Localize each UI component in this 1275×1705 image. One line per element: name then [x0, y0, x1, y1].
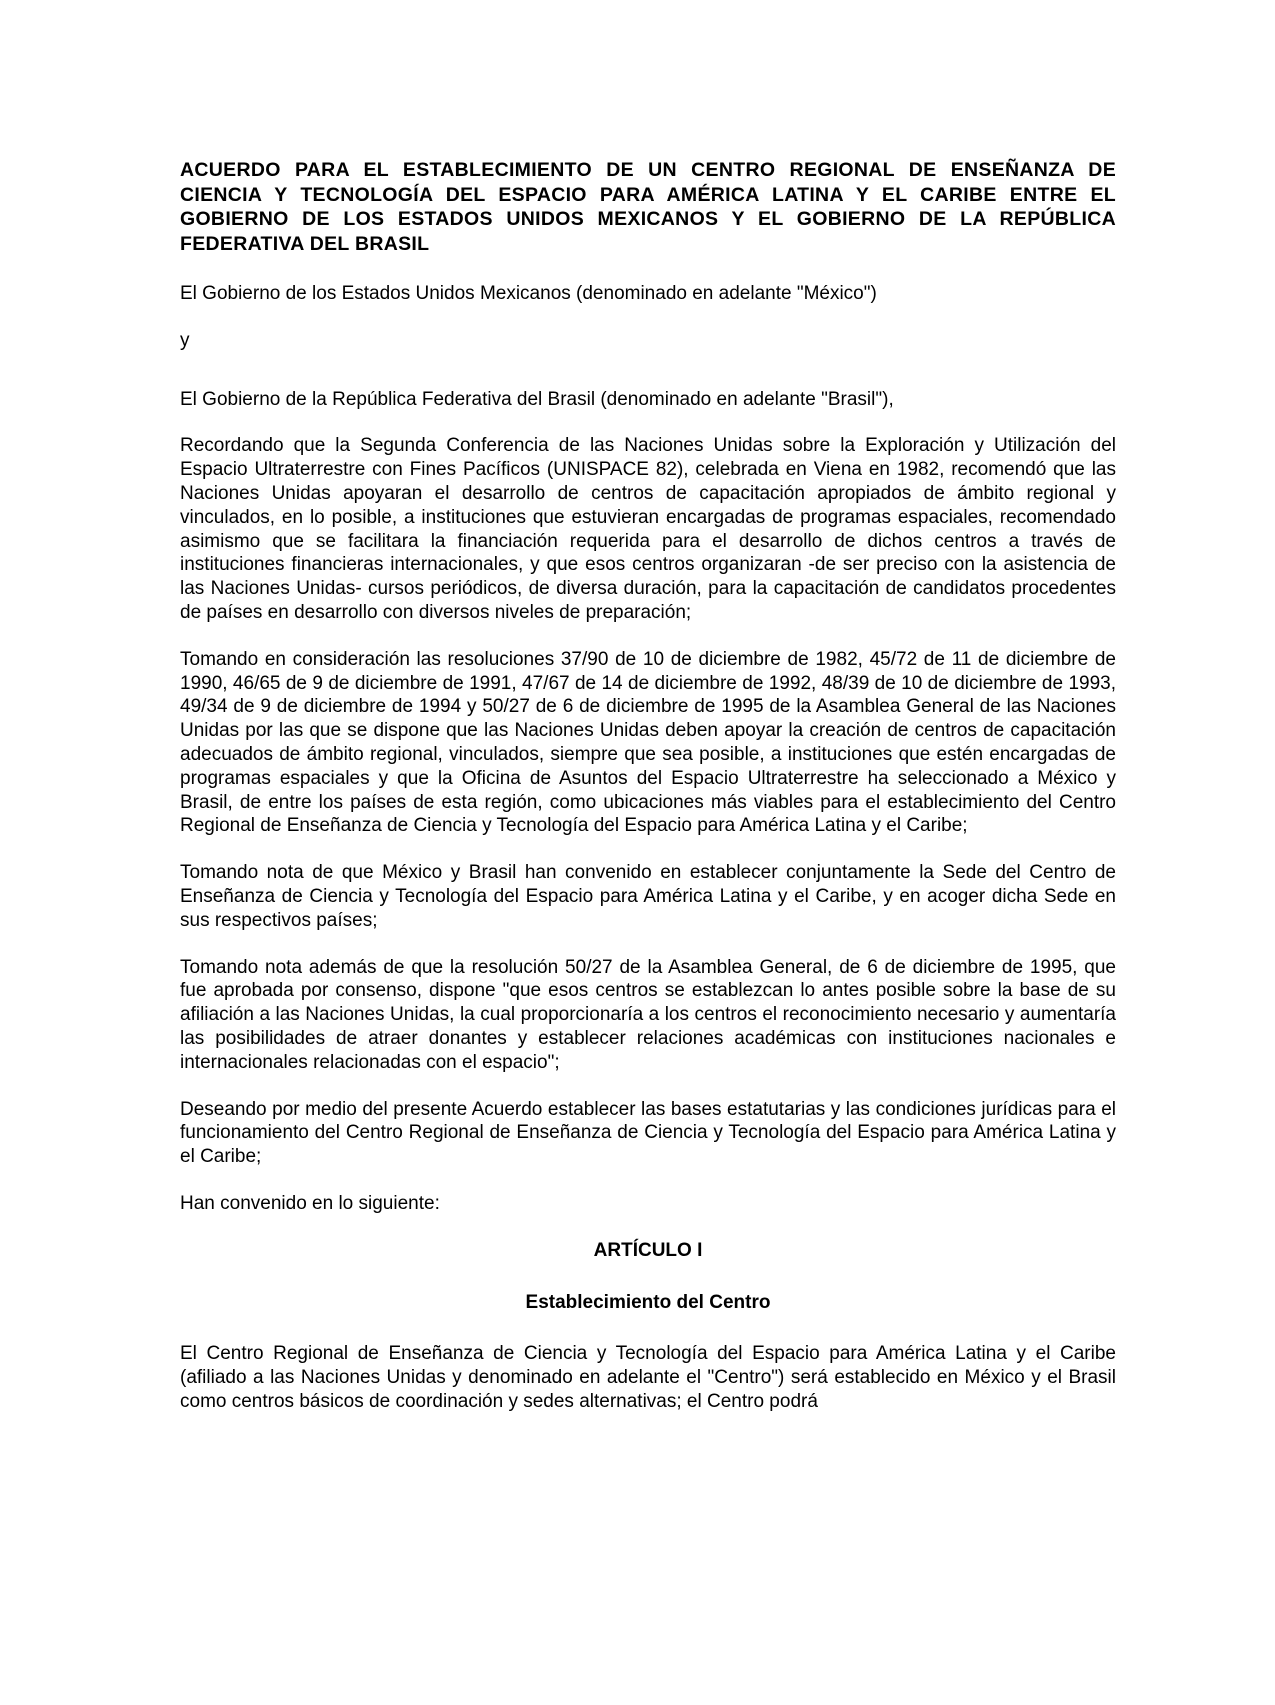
article-subheading: Establecimiento del Centro — [525, 1291, 771, 1313]
recital-paragraph-2: Tomando en consideración las resoluciones 37/90 de 10 de diciembre de 1982, 45/72 de 11 de diciembre de 1990, 46/65 de 9 de diciembre de 1991, 47/67 de 14 de diciembre de 1992, 48/39 de 10 de diciembre de 1993, 49/34 de 9 de diciembre de 1994 y 50/27 de 6 de diciembre de 1995 de la Asamblea General de las Naciones Unidas por las que se dispone que las Naciones Unidas deben apoyar la creación de centros de capacitación adecuados de ámbito regional, vinculados, siempre que sea posible, a instituciones que estén encargadas de programas espaciales y que la Oficina de Asuntos del Espacio Ultraterrestre ha seleccionado a México y Brasil, de entre los países de esta región, como ubicaciones más viables para el establecimiento del Centro Regional de Enseñanza de Ciencia y Tecnología del Espacio para América Latina y el Caribe; — [180, 648, 1116, 837]
document-title: ACUERDO PARA EL ESTABLECIMIENTO DE UN CENTRO REGIONAL DE ENSEÑANZA DE CIENCIA Y TECNOLOGÍA DEL ESPACIO PARA AMÉRICA LATINA Y EL CARIBE ENTRE EL GOBIERNO DE LOS ESTADOS UNIDOS MEXICANOS Y EL GOBIERNO DE LA REPÚBLICA FEDERATIVA DEL BRASIL — [180, 159, 1116, 255]
party-mexico: El Gobierno de los Estados Unidos Mexicanos (denominado en adelante "México") — [180, 283, 877, 304]
conjunction: y — [180, 329, 190, 351]
recital-paragraph-4: Tomando nota además de que la resolución 50/27 de la Asamblea General, de 6 de diciembre de 1995, que fue aprobada por consenso, dispone "que esos centros se establezcan lo antes posible sobre la base de su afiliación a las Naciones Unidas, la cual proporcionaría a los centros el reconocimiento necesario y aumentaría las posibilidades de atraer donantes y establecer relaciones académicas con instituciones nacionales e internacionales relacionadas con el espacio"; — [180, 956, 1116, 1073]
recital-paragraph-1: Recordando que la Segunda Conferencia de las Naciones Unidas sobre la Exploración y Utilización del Espacio Ultraterrestre con Fines Pacíficos (UNISPACE 82), celebrada en Viena en 1982, recomendó que las Naciones Unidas apoyaran el desarrollo de centros de capacitación apropiados de ámbito regional y vinculados, en lo posible, a instituciones que estuvieran encargadas de programas espaciales, recomendado asimismo que se facilitara la financiación requerida para el desarrollo de dichos centros a través de instituciones financieras internacionales, y que esos centros organizaran -de ser preciso con la asistencia de las Naciones Unidas- cursos periódicos, de diversa duración, para la capacitación de candidatos procedentes de países en desarrollo con diversos niveles de preparación; — [180, 435, 1116, 623]
agreement-intro: Han convenido en lo siguiente: — [180, 1192, 440, 1214]
document-body — [180, 158, 1116, 1437]
party-brazil: El Gobierno de la República Federativa del Brasil (denominado en adelante "Brasil"), — [180, 388, 894, 410]
recital-paragraph-5: Deseando por medio del presente Acuerdo establecer las bases estatutarias y las condiciones jurídicas para el funcionamiento del Centro Regional de Enseñanza de Ciencia y Tecnología del Espacio para América Latina y el Caribe; — [180, 1098, 1116, 1168]
article-heading: ARTÍCULO I — [593, 1239, 703, 1261]
article-paragraph: El Centro Regional de Enseñanza de Ciencia y Tecnología del Espacio para América Latina y el Caribe (afiliado a las Naciones Unidas y denominado en adelante el "Centro") será establecido en México y el Brasil como centros básicos de coordinación y sedes alternativas; el Centro podrá — [180, 1343, 1116, 1412]
recital-paragraph-3: Tomando nota de que México y Brasil han convenido en establecer conjuntamente la Sede del Centro de Enseñanza de Ciencia y Tecnología del Espacio para América Latina y el Caribe, y en acoger dicha Sede en sus respectivos países; — [180, 862, 1116, 931]
